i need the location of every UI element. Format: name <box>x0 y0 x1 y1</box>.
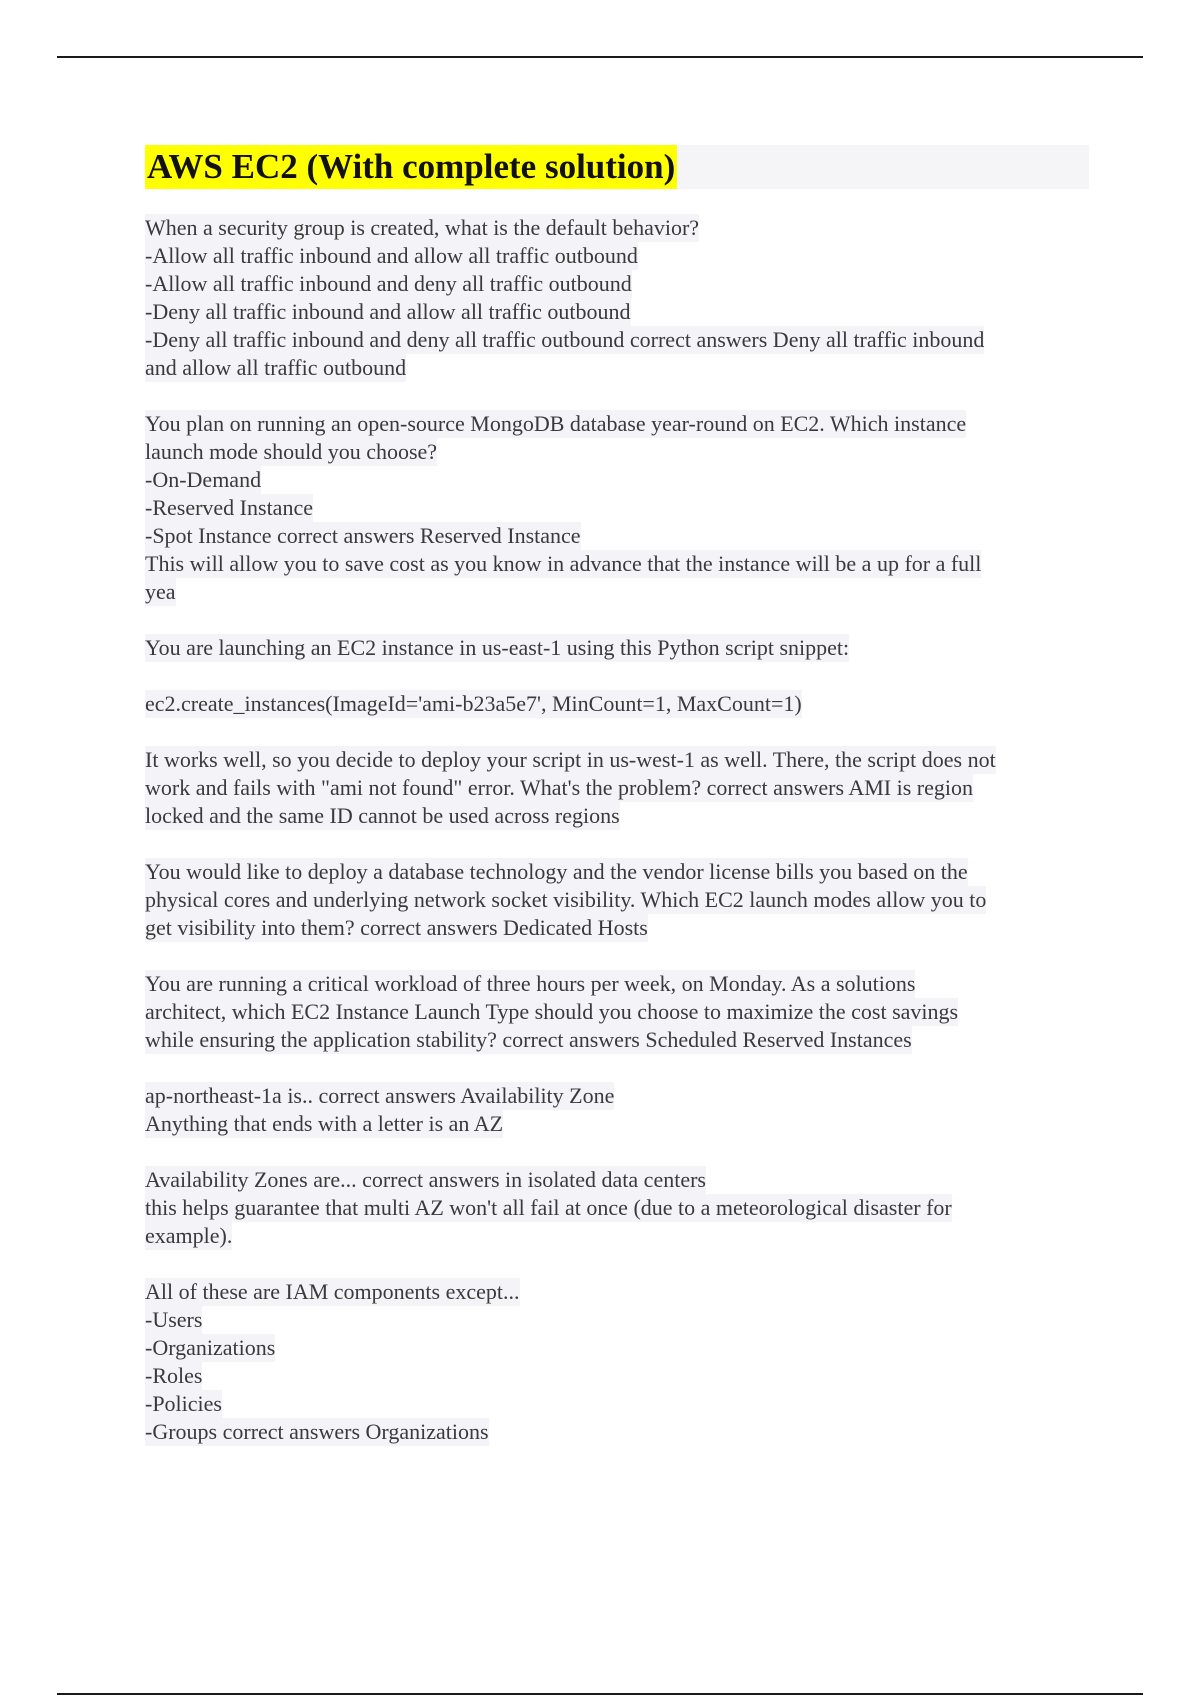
text-line: -Deny all traffic inbound and allow all traffic outbound <box>145 299 631 324</box>
text-line: It works well, so you decide to deploy your script in us-west-1 as well. There, the script does not <box>145 747 996 772</box>
text-line: You plan on running an open-source MongoDB database year-round on EC2. Which instance <box>145 411 967 436</box>
text-line: ap-northeast-1a is.. correct answers Availability Zone <box>145 1083 615 1108</box>
text-line: You are running a critical workload of three hours per week, on Monday. As a solutions <box>145 971 916 996</box>
document-title: AWS EC2 (With complete solution) <box>145 145 677 189</box>
qa-block <box>145 410 1095 606</box>
text-line: -On-Demand <box>145 467 262 492</box>
text-line: You would like to deploy a database technology and the vendor license bills you based on the <box>145 859 968 884</box>
text-line: -Allow all traffic inbound and deny all traffic outbound <box>145 271 632 296</box>
text-line: yea <box>145 579 176 604</box>
qa-block <box>145 1082 1095 1138</box>
text-line: physical cores and underlying network socket visibility. Which EC2 launch modes allow you to <box>145 887 987 912</box>
text-line: and allow all traffic outbound <box>145 355 407 380</box>
text-line: -Policies <box>145 1391 222 1416</box>
text-line: -Reserved Instance <box>145 495 313 520</box>
text-line: All of these are IAM components except... <box>145 1279 520 1304</box>
qa-block <box>145 1166 1095 1250</box>
text-line: ec2.create_instances(ImageId='ami-b23a5e7', MinCount=1, MaxCount=1) <box>145 691 802 716</box>
text-line: You are launching an EC2 instance in us-east-1 using this Python script snippet: <box>145 635 850 660</box>
text-line: launch mode should you choose? <box>145 439 438 464</box>
text-line: Availability Zones are... correct answers in isolated data centers <box>145 1167 706 1192</box>
text-line: architect, which EC2 Instance Launch Type should you choose to maximize the cost savings <box>145 999 959 1024</box>
document-body <box>145 214 1095 1474</box>
qa-block <box>145 746 1095 830</box>
text-line: while ensuring the application stability? correct answers Scheduled Reserved Instances <box>145 1027 912 1052</box>
bottom-rule <box>57 1693 1143 1695</box>
text-line: example). <box>145 1223 233 1248</box>
text-line: -Deny all traffic inbound and deny all traffic outbound correct answers Deny all traffic inbound <box>145 327 985 352</box>
text-line: This will allow you to save cost as you know in advance that the instance will be a up for a full <box>145 551 982 576</box>
qa-block <box>145 214 1095 382</box>
qa-block <box>145 690 1095 718</box>
text-line: -Spot Instance correct answers Reserved Instance <box>145 523 581 548</box>
text-line: -Allow all traffic inbound and allow all traffic outbound <box>145 243 638 268</box>
text-line: When a security group is created, what is the default behavior? <box>145 215 700 240</box>
text-line: Anything that ends with a letter is an AZ <box>145 1111 504 1136</box>
qa-block <box>145 970 1095 1054</box>
text-line: locked and the same ID cannot be used across regions <box>145 803 620 828</box>
text-line: work and fails with "ami not found" error. What's the problem? correct answers AMI is region <box>145 775 973 800</box>
text-line: -Roles <box>145 1363 203 1388</box>
top-rule <box>57 56 1143 58</box>
text-line: this helps guarantee that multi AZ won't all fail at once (due to a meteorological disaster for <box>145 1195 952 1220</box>
text-line: -Organizations <box>145 1335 276 1360</box>
text-line: -Users <box>145 1307 203 1332</box>
qa-block <box>145 858 1095 942</box>
text-line: get visibility into them? correct answers Dedicated Hosts <box>145 915 648 940</box>
qa-block <box>145 634 1095 662</box>
text-line: -Groups correct answers Organizations <box>145 1419 489 1444</box>
qa-block <box>145 1278 1095 1446</box>
